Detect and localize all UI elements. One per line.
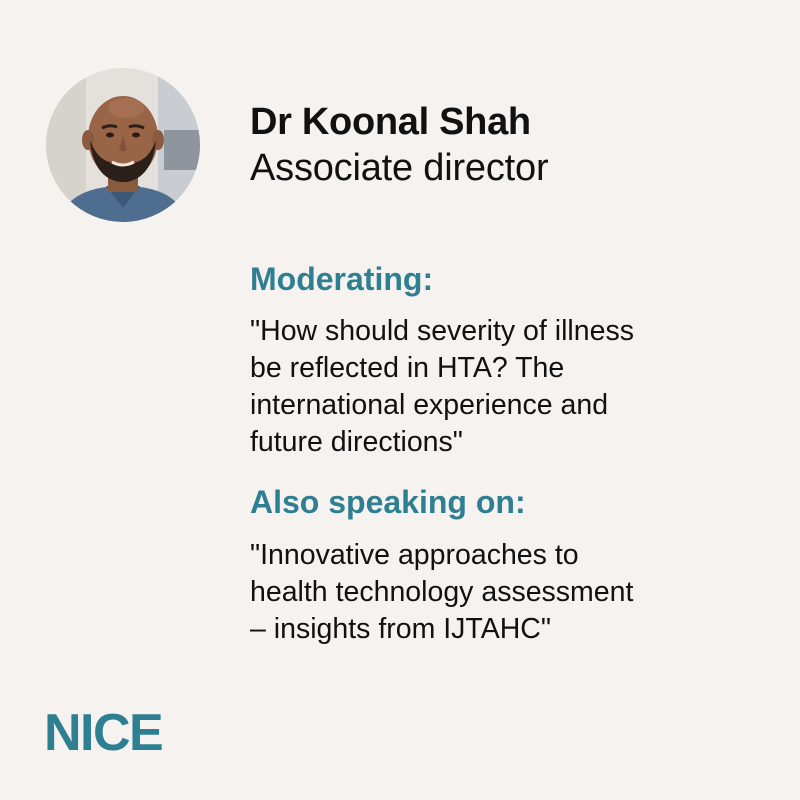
moderating-heading: Moderating: — [250, 261, 434, 297]
nice-logo: NICE — [44, 704, 163, 762]
moderating-line: be reflected in HTA? The — [250, 352, 565, 384]
speaker-avatar — [46, 68, 200, 222]
also-speaking-line: health technology assessment — [250, 576, 634, 608]
moderating-session-title — [250, 313, 770, 461]
speaker-photo-icon — [46, 68, 200, 222]
speaker-role: Associate director — [250, 147, 549, 189]
moderating-line: future directions" — [250, 426, 463, 458]
also-speaking-heading: Also speaking on: — [250, 484, 526, 520]
also-speaking-line: "Innovative approaches to — [250, 539, 579, 571]
speaker-name: Dr Koonal Shah — [250, 101, 531, 143]
moderating-line: "How should severity of illness — [250, 315, 634, 347]
also-speaking-session-title — [250, 537, 770, 648]
also-speaking-line: – insights from IJTAHC" — [250, 613, 551, 645]
moderating-line: international experience and — [250, 389, 609, 421]
